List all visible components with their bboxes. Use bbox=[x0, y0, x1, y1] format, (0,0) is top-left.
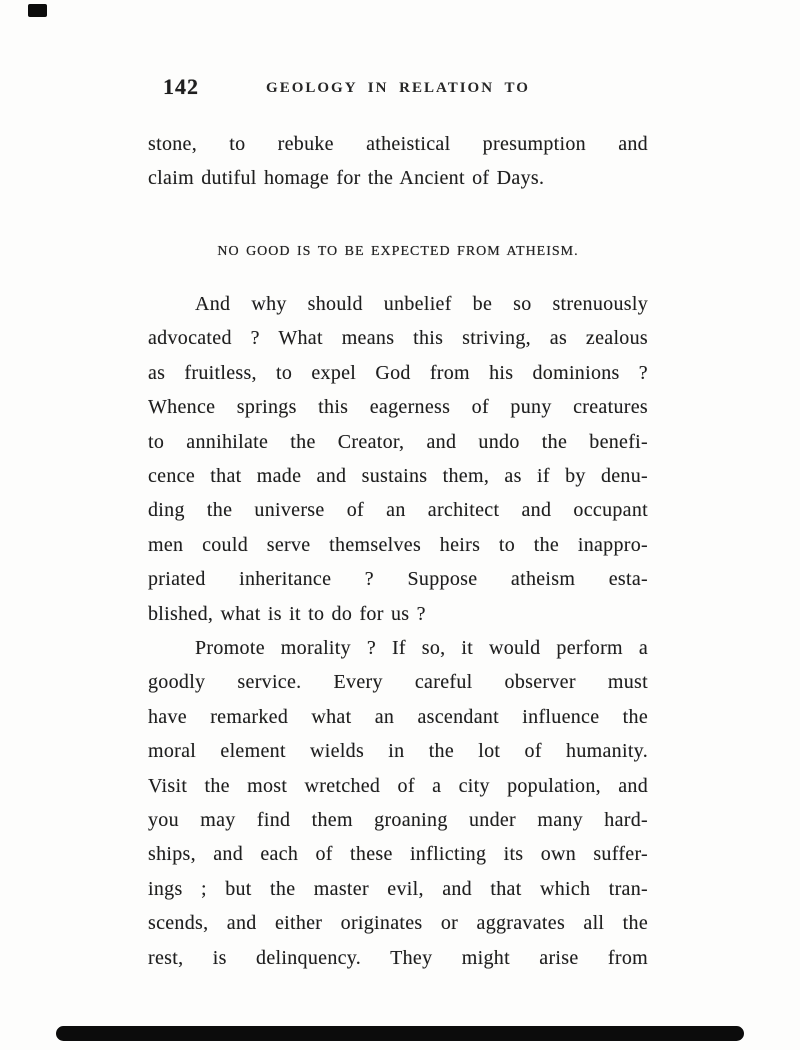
scan-artifact-bottom-bar bbox=[56, 1026, 744, 1041]
text-line: have remarked what an ascendant influence the bbox=[148, 705, 648, 728]
running-header bbox=[148, 74, 648, 104]
text-line: blished, what is it to do for us ? bbox=[148, 602, 426, 625]
scan-artifact-corner-mark bbox=[28, 4, 47, 17]
text-line: ships, and each of these inflicting its own suffer- bbox=[148, 843, 648, 866]
body-paragraph bbox=[148, 631, 648, 975]
text-line: scends, and either originates or aggravates all the bbox=[148, 912, 648, 935]
text-line: Whence springs this eagerness of puny creatures bbox=[148, 396, 648, 419]
text-line: goodly service. Every careful observer must bbox=[148, 671, 648, 694]
text-line: rest, is delinquency. They might arise from bbox=[148, 946, 648, 969]
text-line: stone, to rebuke atheistical presumption and bbox=[148, 133, 648, 155]
text-line: Visit the most wretched of a city population, and bbox=[148, 774, 648, 797]
text-line: advocated ? What means this striving, as zealous bbox=[148, 327, 648, 350]
text-line: to annihilate the Creator, and undo the benefi- bbox=[148, 430, 648, 453]
body-paragraph bbox=[148, 287, 648, 631]
text-line: men could serve themselves heirs to the inappro- bbox=[148, 533, 648, 556]
text-line: ings ; but the master evil, and that which tran- bbox=[148, 877, 648, 900]
text-line: moral element wields in the lot of humanity. bbox=[148, 740, 648, 763]
running-title: GEOLOGY IN RELATION TO bbox=[266, 80, 530, 96]
text-line: you may find them groaning under many hard- bbox=[148, 809, 648, 832]
text-line: as fruitless, to expel God from his dominions ? bbox=[148, 361, 648, 384]
text-line: And why should unbelief be so strenuously bbox=[195, 293, 648, 315]
text-line: cence that made and sustains them, as if by denu- bbox=[148, 465, 648, 488]
text-line: claim dutiful homage for the Ancient of Days. bbox=[148, 167, 545, 190]
paragraph-continuation bbox=[148, 127, 648, 196]
section-heading: NO GOOD IS TO BE EXPECTED FROM ATHEISM. bbox=[217, 244, 579, 259]
page-number: 142 bbox=[163, 74, 199, 99]
text-line: priated inheritance ? Suppose atheism esta- bbox=[148, 568, 648, 591]
text-line: ding the universe of an architect and occupant bbox=[148, 499, 648, 522]
text-line: Promote morality ? If so, it would perform a bbox=[195, 637, 648, 659]
